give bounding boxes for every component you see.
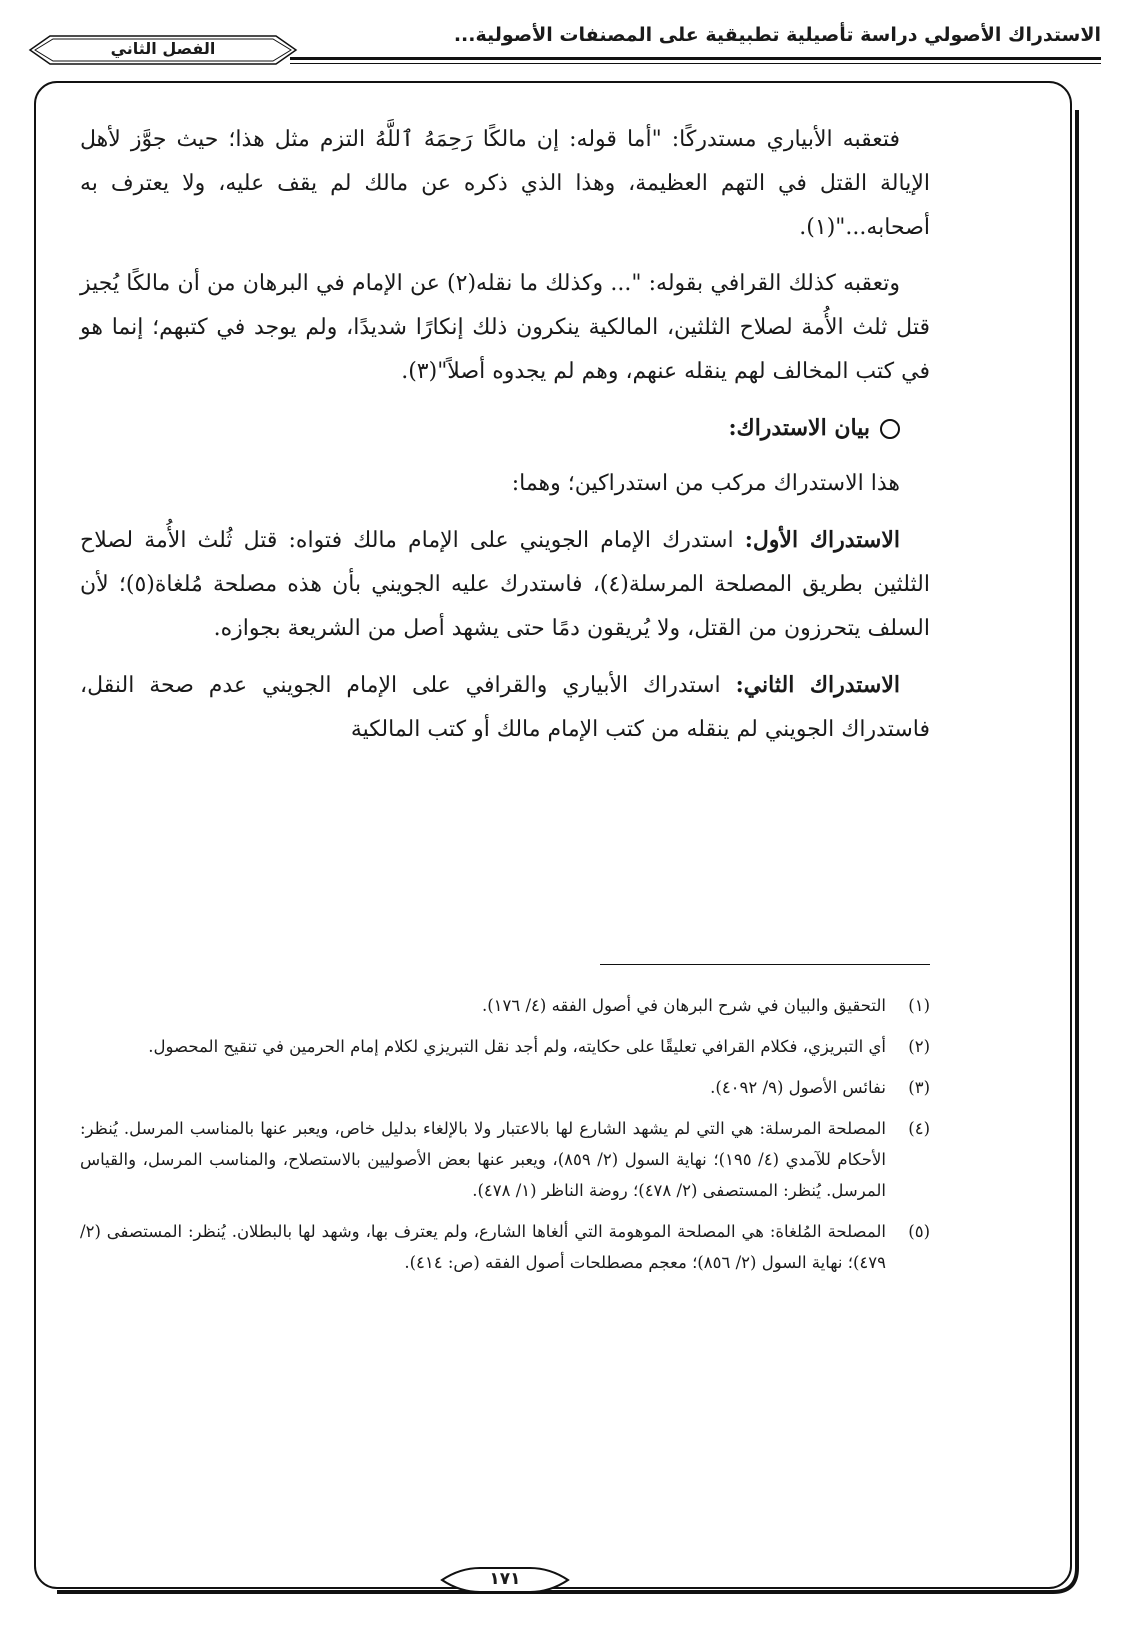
footnote-text: التحقيق والبيان في شرح البرهان في أصول الفقه (٤/ ١٧٦). [481,996,886,1015]
paragraph-5 [80,663,930,752]
page-number: ١٧١ [489,1569,521,1589]
header-rule-thin [290,63,1101,64]
footnote-number: (٣) [908,1078,930,1097]
footnote [80,1072,930,1103]
footnote [80,1216,930,1278]
first-istidrak-label: الاستدراك الأول: [744,527,900,553]
footnote [80,1031,930,1062]
first-istidrak-text: استدرك الإمام الجويني على الإمام مالك فتواه: قتل ثُلث الأُمة لصلاح الثلثين بطريق المصلحة المرسلة(٤)، فاستدرك عليه الجويني بأن هذه مصلحة مُلغاة(٥)؛ لأن السلف يتحرزون من القتل، ولا يُريقون دمًا حتى يشهد أصل من الشريعة بجوازه. [80,528,930,641]
paragraph-4 [80,518,930,651]
second-istidrak-text: استدراك الأبياري والقرافي على الإمام الجويني عدم صحة النقل، فاستدراك الجويني لم ينقله من كتب الإمام مالك أو كتب المالكية [80,673,930,742]
section-heading [80,406,930,450]
page-number-box [440,1566,570,1594]
footnote-separator [600,964,930,965]
book-title: الاستدراك الأصولي دراسة تأصيلية تطبيقية على المصنفات الأصولية... [453,24,1101,46]
page-header [20,20,1101,72]
footnote-text: أي التبريزي، فكلام القرافي تعليقًا على حكايته، ولم أجد نقل التبريزي لكلام إمام الحرمين في تنقيح المحصول. [148,1037,886,1056]
section-heading-text: بيان الاستدراك: [728,415,870,441]
footnote-number: (٥) [908,1222,930,1241]
footnote-text: المصلحة المرسلة: هي التي لم يشهد الشارع لها بالاعتبار ولا بالإلغاء بدليل خاص، ويعبر عنها بالمناسب المرسل. يُنظر: الأحكام للآمدي (٤/ ١٩٥)؛ نهاية السول (٢/ ٨٥٩)، ويعبر عنها بعض الأصوليين بالاستصلاح، والمناسب المرسل، والقياس المرسل. يُنظر: المستصفى (٢/ ٤٧٨)؛ روضة الناظر (١/ ٤٧٨). [80,1119,886,1200]
footnote-number: (١) [908,996,930,1015]
footnote-text: نفائس الأصول (٩/ ٤٠٩٢). [710,1078,886,1097]
paragraph-1: فتعقبه الأبياري مستدركًا: "أما قوله: إن مالكًا رَحِمَهُ ٱللَّهُ التزم مثل هذا؛ حيث جوَّز لأهل الإيالة القتل في التهم العظيمة، وهذا الذي ذكره عن مالك لم يقف عليه، ولا يعترف به أصحابه..."(١). [80,127,930,240]
second-istidrak-label: الاستدراك الثاني: [735,672,901,698]
footnote-number: (٢) [908,1037,930,1056]
paragraph-3: هذا الاستدراك مركب من استدراكين؛ وهما: [511,471,900,496]
chapter-label: الفصل الثاني [110,39,216,58]
main-text [80,118,930,764]
chapter-label-box [28,34,298,66]
paragraph-2: وتعقبه كذلك القرافي بقوله: "... وكذلك ما نقله(٢) عن الإمام في البرهان من أن مالكًا يُجيز قتل ثلث الأُمة لصلاح الثلثين، المالكية ينكرون ذلك إنكارًا شديدًا، ولم يوجد في كتبهم؛ إنما هو في كتب المخالف لهم ينقله عنهم، وهم لم يجدوه أصلاً"(٣). [80,271,930,384]
footnote-number: (٤) [908,1119,930,1138]
footnote-text: المصلحة المُلغاة: هي المصلحة الموهومة التي ألغاها الشارع، ولم يعترف بها، وشهد لها بالبطلان. يُنظر: المستصفى (٢/ ٤٧٩)؛ نهاية السول (٢/ ٨٥٦)؛ معجم مصطلحات أصول الفقه (ص: ٤١٤). [80,1222,886,1272]
footnote [80,990,930,1021]
header-rule-thick [290,57,1101,60]
circle-bullet-icon [880,419,900,439]
footnotes [80,990,930,1288]
footnote [80,1113,930,1206]
